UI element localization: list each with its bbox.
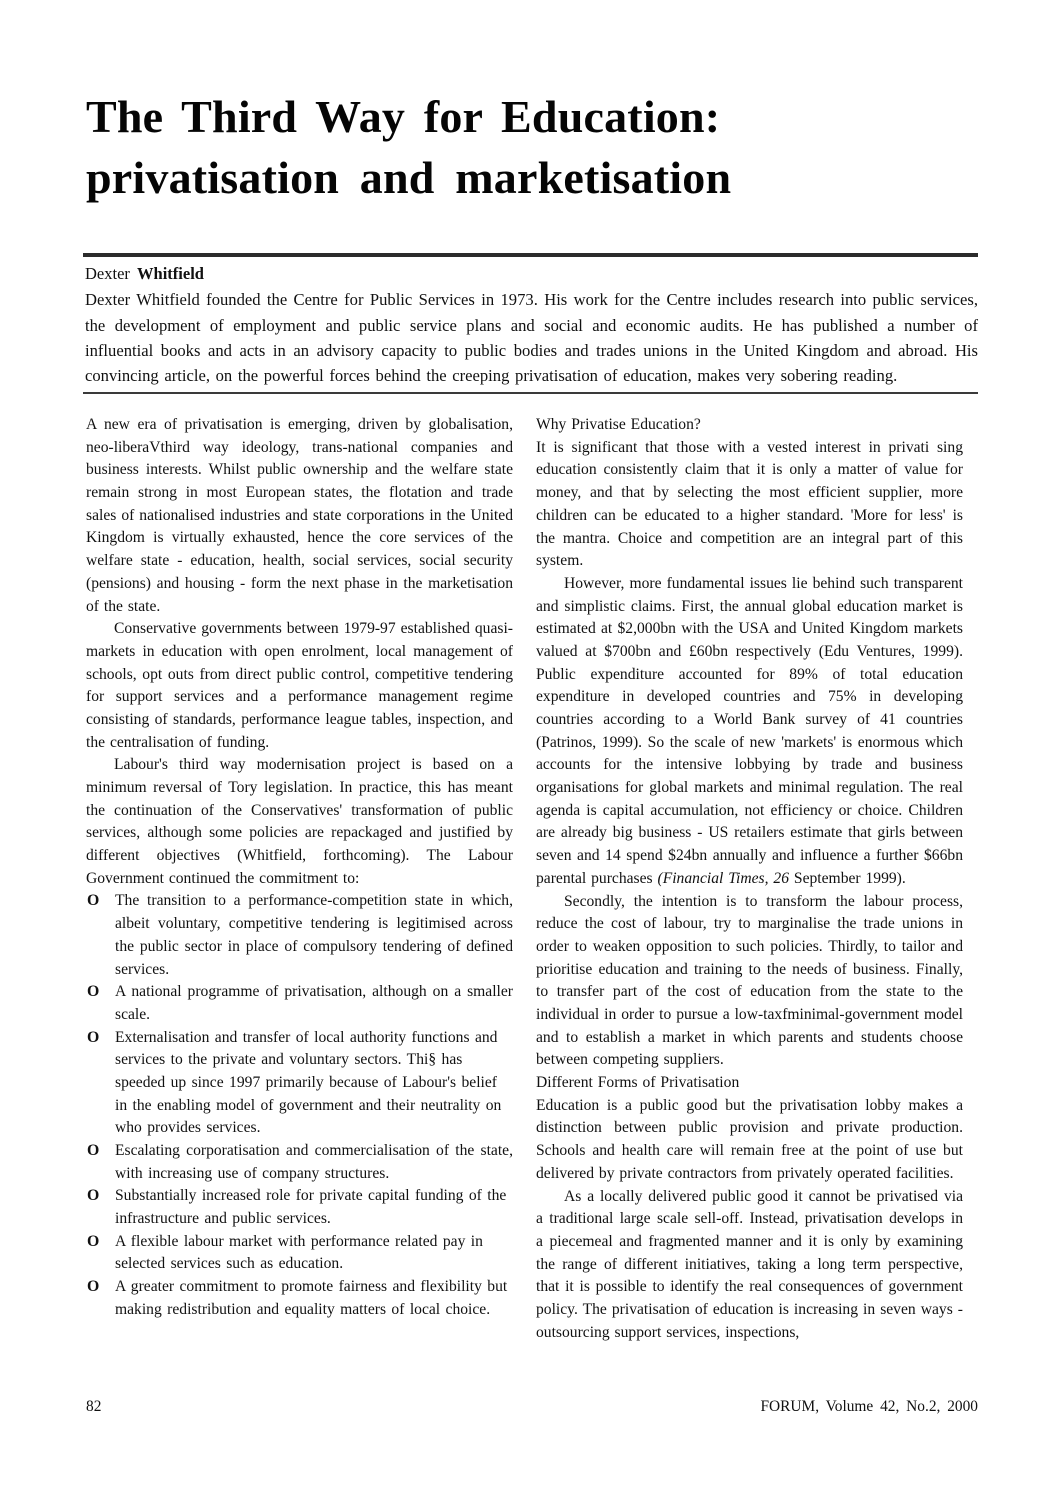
author-surname: Whitfield <box>137 264 204 283</box>
list-item-text: Escalating corporatisation and commercialisation of the state, with increasing use of company structures. <box>115 1142 513 1182</box>
paragraph <box>536 573 963 891</box>
list-item <box>86 981 513 1026</box>
list-item <box>86 1231 513 1276</box>
body-column-left <box>86 414 513 1322</box>
page-number: 82 <box>86 1398 102 1415</box>
paragraph: Education is a public good but the privatisation lobby makes a distinction between public provision and private production. Schools and health care will remain free at the point of use but delivered by private contractors from privately operated facilities. <box>536 1096 963 1182</box>
paragraph-text-tail: September 1999). <box>789 869 906 887</box>
citation-italic: (Financial Times, 26 <box>657 869 790 887</box>
list-item-text: A flexible labour market with performance related pay in selected services such as education. <box>115 1232 483 1273</box>
paragraph: Conservative governments between 1979-97 established quasi-markets in education with open enrolment, local management of schools, opt outs from direct public control, competitive tendering for support services and a performance management regime consisting of standards, performance league tables, inspection, and the centralisation of funding. <box>86 620 513 751</box>
bullet-marker-icon: O <box>87 1142 100 1159</box>
paragraph: As a locally delivered public good it cannot be privatised via a traditional large scale sell-off. Instead, privatisation develops in a piecemeal and fragmented manner and it is only by examining the range of different initiatives, taking a long term perspective, that it is possible to identify the real consequences of government policy. The privatisation of education is increasing in seven ways - outsourcing support services, inspections, <box>536 1187 963 1341</box>
bullet-marker-icon: O <box>87 1278 100 1296</box>
bullet-marker-icon: O <box>87 892 100 910</box>
section-heading: Why Privatise Education? <box>536 416 701 433</box>
list-item-text: A greater commitment to promote fairness and flexibility but making redistribution and equality matters of local choice. <box>115 1278 508 1318</box>
paragraph: Secondly, the intention is to transform the labour process, reduce the cost of labour, try to marginalise the trade unions in order to weaken opposition to such policies. Thirdly, to tailor and prioritise education and training to the needs of business. Finally, to transfer part of the cost of education from the state to the individual in order to pursue a low-taxfminimal-government model and to establish a market in which parents and students choose between competing suppliers. <box>536 892 963 1069</box>
bullet-marker-icon: O <box>87 1187 100 1205</box>
list-item <box>86 1027 513 1140</box>
list-item-text: Externalisation and transfer of local authority functions and services to the private and voluntary sectors. Thi§ has speeded up since 1997 primarily because of Labour's belief in the enabling model of government and their neutrality on who provides services. <box>115 1028 502 1137</box>
body-column-right <box>536 414 963 1344</box>
commitment-bullet-list <box>86 890 513 1321</box>
paragraph: It is significant that those with a vested interest in privati sing education consistently claim that it is only a matter of value for money, and that by selecting the most efficient supplier, more children can be educated to a higher standard. 'More for less' is the mantra. Choice and competition are an integral part of this system. <box>536 438 963 570</box>
rule-below-abstract <box>83 392 978 394</box>
article-title <box>86 86 978 208</box>
list-item-text: The transition to a performance-competition state in which, albeit voluntary, competitive tendering is legitimised across the public sector in place of compulsory tendering of defined services. <box>115 892 513 978</box>
bullet-marker-icon: O <box>87 1028 100 1046</box>
bullet-marker-icon: O <box>87 983 100 1001</box>
list-item <box>86 1140 513 1185</box>
list-item-text: A national programme of privatisation, although on a smaller scale. <box>115 983 513 1023</box>
list-item <box>86 890 513 981</box>
abstract-block <box>83 253 978 394</box>
paragraph-text: However, more fundamental issues lie behind such transparent and simplistic claims. First, the annual global education market is estimated at $2,000bn with the USA and United Kingdom markets valued at $700bn and £60bn respectively (Edu Ventures, 1999). Public expenditure accounted for 89% of total education expenditure in developed countries and 75% in developing countries according to a World Bank survey of 41 countries (Patrinos, 1999). So the scale of new 'markets' is enormous which accounts for the intensive lobbying by trade and business organisations for global markets and minimal regulation. The real agenda is capital accumulation, not efficiency or choice. Children are already big business - US retailers estimate that girls between seven and 14 spend $24bn annually and influence a further $66bn parental purchases <box>536 574 963 887</box>
list-item <box>86 1185 513 1230</box>
title-line-2: privatisation and marketisation <box>86 152 732 204</box>
bullet-marker-icon: O <box>87 1232 100 1250</box>
paragraph: Labour's third way modernisation project is based on a minimum reversal of Tory legislation. In practice, this has meant the continuation of the Conservatives' transformation of public services, although some policies are repackaged and justified by different objectives (Whitfield, forthcoming). The Labour Government continued the commitment to: <box>86 756 513 887</box>
author-biography: Dexter Whitfield founded the Centre for Public Services in 1973. His work for the Centre includes research into public services, the development of employment and public service plans and social and economic audits. He has published a number of influential books and acts in an advisory capacity to public bodies and trades unions in the United Kingdom and abroad. His convincing article, on the powerful forces behind the creeping privatisation of education, makes very sobering reading. <box>85 290 978 386</box>
title-line-1: The Third Way for Education: <box>86 91 721 142</box>
page-footer <box>86 1398 978 1416</box>
journal-citation: FORUM, Volume 42, No.2, 2000 <box>760 1398 978 1415</box>
list-item-text: Substantially increased role for private capital funding of the infrastructure and public services. <box>115 1187 507 1228</box>
paragraph: A new era of privatisation is emerging, driven by globalisation, neo-liberaVthird way ideology, trans-national companies and business interests. Whilst public ownership and the welfare state remain strong in most European states, the flotation and trade sales of nationalised industries and state corporations in the United Kingdom is virtually exhausted, hence the core services of the welfare state - education, health, social services, social security (pensions) and housing - form the next phase in the marketisation of the state. <box>86 416 513 615</box>
author-first-name: Dexter <box>85 264 130 283</box>
section-heading: Different Forms of Privatisation <box>536 1074 740 1092</box>
rule-above-abstract <box>83 253 978 257</box>
author-byline <box>85 262 978 286</box>
list-item <box>86 1276 513 1321</box>
